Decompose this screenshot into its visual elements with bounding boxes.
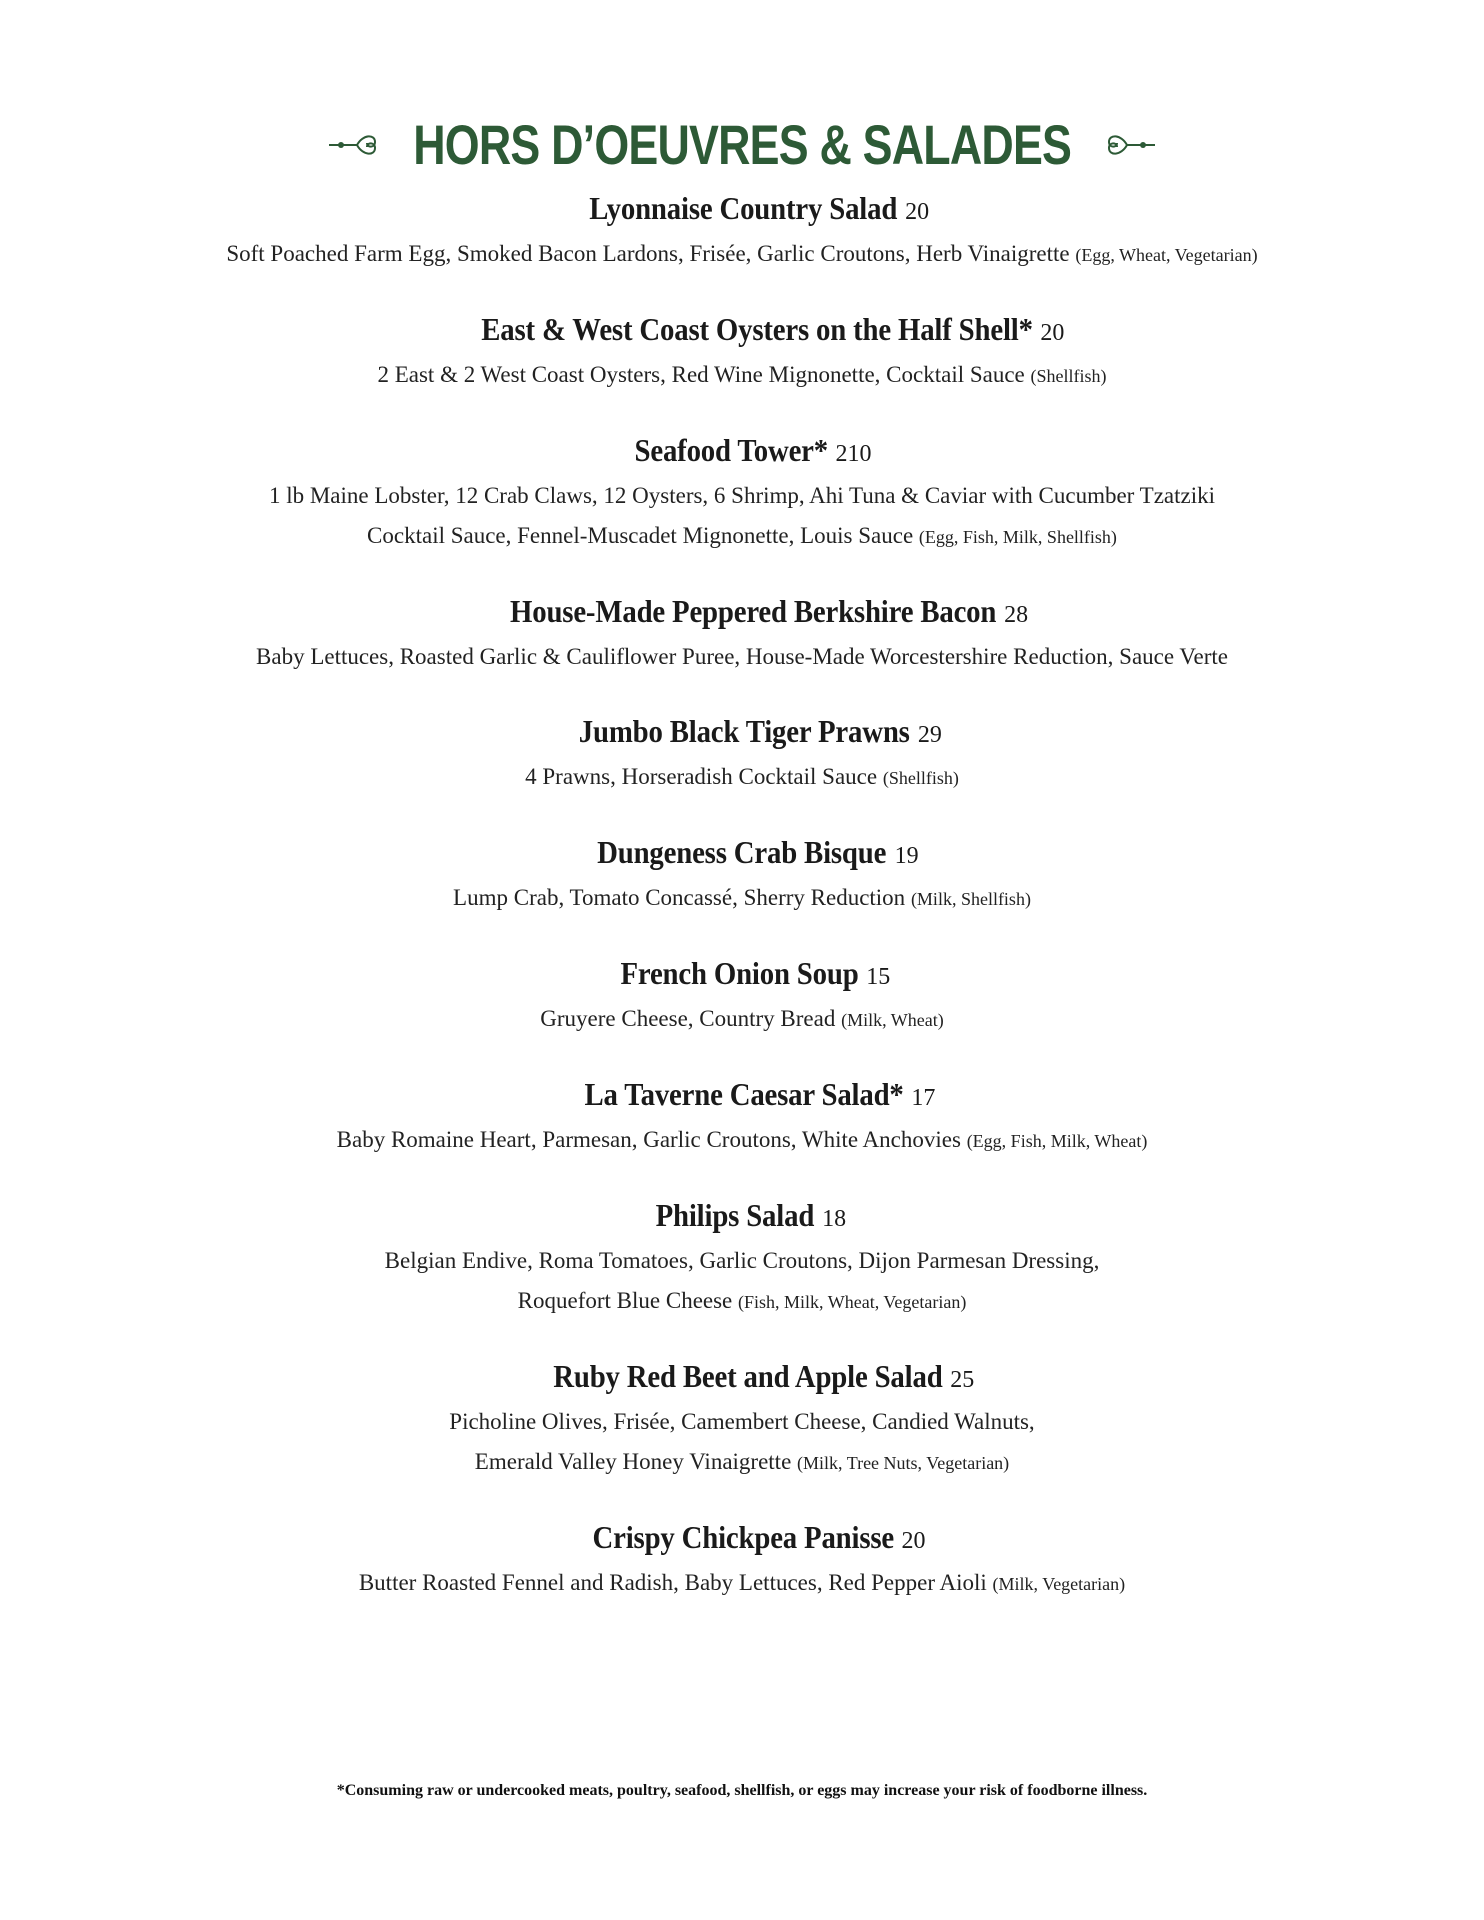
item-description: Butter Roasted Fennel and Radish, Baby Lettuces, Red Pepper Aioli (Milk, Vegetarian) (358, 1570, 1126, 1595)
section-header (0, 112, 1484, 177)
allergen-note: (Milk, Tree Nuts, Vegetarian) (797, 1453, 1010, 1473)
item-name: Philips Salad (655, 1197, 815, 1233)
item-description: 2 East & 2 West Coast Oysters, Red Wine Mignonette, Cocktail Sauce (Shellfish) (377, 362, 1107, 387)
item-description: Soft Poached Farm Egg, Smoked Bacon Lardons, Frisée, Garlic Croutons, Herb Vinaigrette (Egg, Wheat, Vegetarian) (226, 241, 1258, 266)
raw-food-disclaimer: *Consuming raw or undercooked meats, poultry, seafood, shellfish, or eggs may increase your risk of foodborne illness. (336, 1782, 1148, 1799)
item-name: Dungeness Crab Bisque (597, 834, 887, 870)
page-title: HORS D’OEUVRES & SALADES (413, 113, 1071, 176)
menu-item (0, 307, 1484, 396)
item-price: 18 (822, 1206, 847, 1232)
item-price: 20 (1040, 320, 1065, 346)
left-flourish-icon (327, 128, 379, 162)
item-description: Emerald Valley Honey Vinaigrette (Milk, Tree Nuts, Vegetarian) (474, 1449, 1010, 1474)
allergen-note: (Egg, Wheat, Vegetarian) (1075, 245, 1258, 265)
menu-item (0, 1072, 1484, 1161)
menu-item (0, 951, 1484, 1040)
item-description: 1 lb Maine Lobster, 12 Crab Claws, 12 Oysters, 6 Shrimp, Ahi Tuna & Caviar with Cucumber Tzatziki (268, 483, 1216, 508)
item-name: Ruby Red Beet and Apple Salad (552, 1358, 943, 1394)
item-name: East & West Coast Oysters on the Half Shell* (480, 311, 1033, 347)
item-name: Seafood Tower* (634, 432, 828, 468)
item-price: 17 (911, 1085, 936, 1111)
menu-item (0, 1193, 1484, 1322)
item-price: 28 (1004, 602, 1029, 628)
item-description: Gruyere Cheese, Country Bread (Milk, Wheat) (540, 1006, 944, 1031)
menu-item (0, 1354, 1484, 1483)
item-description: Baby Lettuces, Roasted Garlic & Cauliflower Puree, House-Made Worcestershire Reduction, Sauce Verte (256, 644, 1228, 669)
allergen-note: (Fish, Milk, Wheat, Vegetarian) (738, 1292, 967, 1312)
item-description: Baby Romaine Heart, Parmesan, Garlic Croutons, White Anchovies (Egg, Fish, Milk, Wheat) (336, 1127, 1148, 1152)
menu-item (0, 589, 1484, 677)
item-price: 20 (905, 199, 930, 225)
allergen-note: (Shellfish) (1030, 366, 1107, 386)
item-name: Crispy Chickpea Panisse (592, 1519, 894, 1555)
item-price: 210 (835, 441, 872, 467)
menu-item (0, 709, 1484, 798)
item-price: 29 (917, 722, 942, 748)
menu-item (0, 186, 1484, 275)
menu-item (0, 1515, 1484, 1604)
allergen-note: (Milk, Wheat) (841, 1010, 944, 1030)
item-description: Picholine Olives, Frisée, Camembert Cheese, Candied Walnuts, (449, 1409, 1035, 1434)
item-name: Jumbo Black Tiger Prawns (578, 713, 910, 749)
menu-item (0, 830, 1484, 919)
item-description: Cocktail Sauce, Fennel-Muscadet Mignonette, Louis Sauce (Egg, Fish, Milk, Shellfish) (367, 523, 1117, 548)
item-description: Roquefort Blue Cheese (Fish, Milk, Wheat, Vegetarian) (517, 1288, 967, 1313)
menu-items (0, 186, 1484, 1636)
item-price: 15 (866, 964, 891, 990)
item-description: Lump Crab, Tomato Concassé, Sherry Reduction (Milk, Shellfish) (453, 885, 1031, 910)
allergen-note: (Milk, Shellfish) (910, 889, 1031, 909)
right-flourish-icon (1105, 128, 1157, 162)
item-description: Belgian Endive, Roma Tomatoes, Garlic Croutons, Dijon Parmesan Dressing, (384, 1248, 1100, 1273)
item-price: 20 (901, 1528, 926, 1554)
item-price: 19 (894, 843, 919, 869)
allergen-note: (Egg, Fish, Milk, Shellfish) (918, 527, 1117, 547)
item-name: Lyonnaise Country Salad (589, 190, 898, 226)
item-name: La Taverne Caesar Salad* (584, 1076, 904, 1112)
item-name: French Onion Soup (620, 955, 859, 991)
item-price: 25 (950, 1367, 975, 1393)
allergen-note: (Egg, Fish, Milk, Wheat) (966, 1131, 1148, 1151)
menu-item (0, 428, 1484, 557)
allergen-note: (Milk, Vegetarian) (992, 1574, 1126, 1594)
item-description: 4 Prawns, Horseradish Cocktail Sauce (Shellfish) (525, 764, 959, 789)
item-name: House-Made Peppered Berkshire Bacon (509, 593, 997, 629)
allergen-note: (Shellfish) (882, 768, 959, 788)
